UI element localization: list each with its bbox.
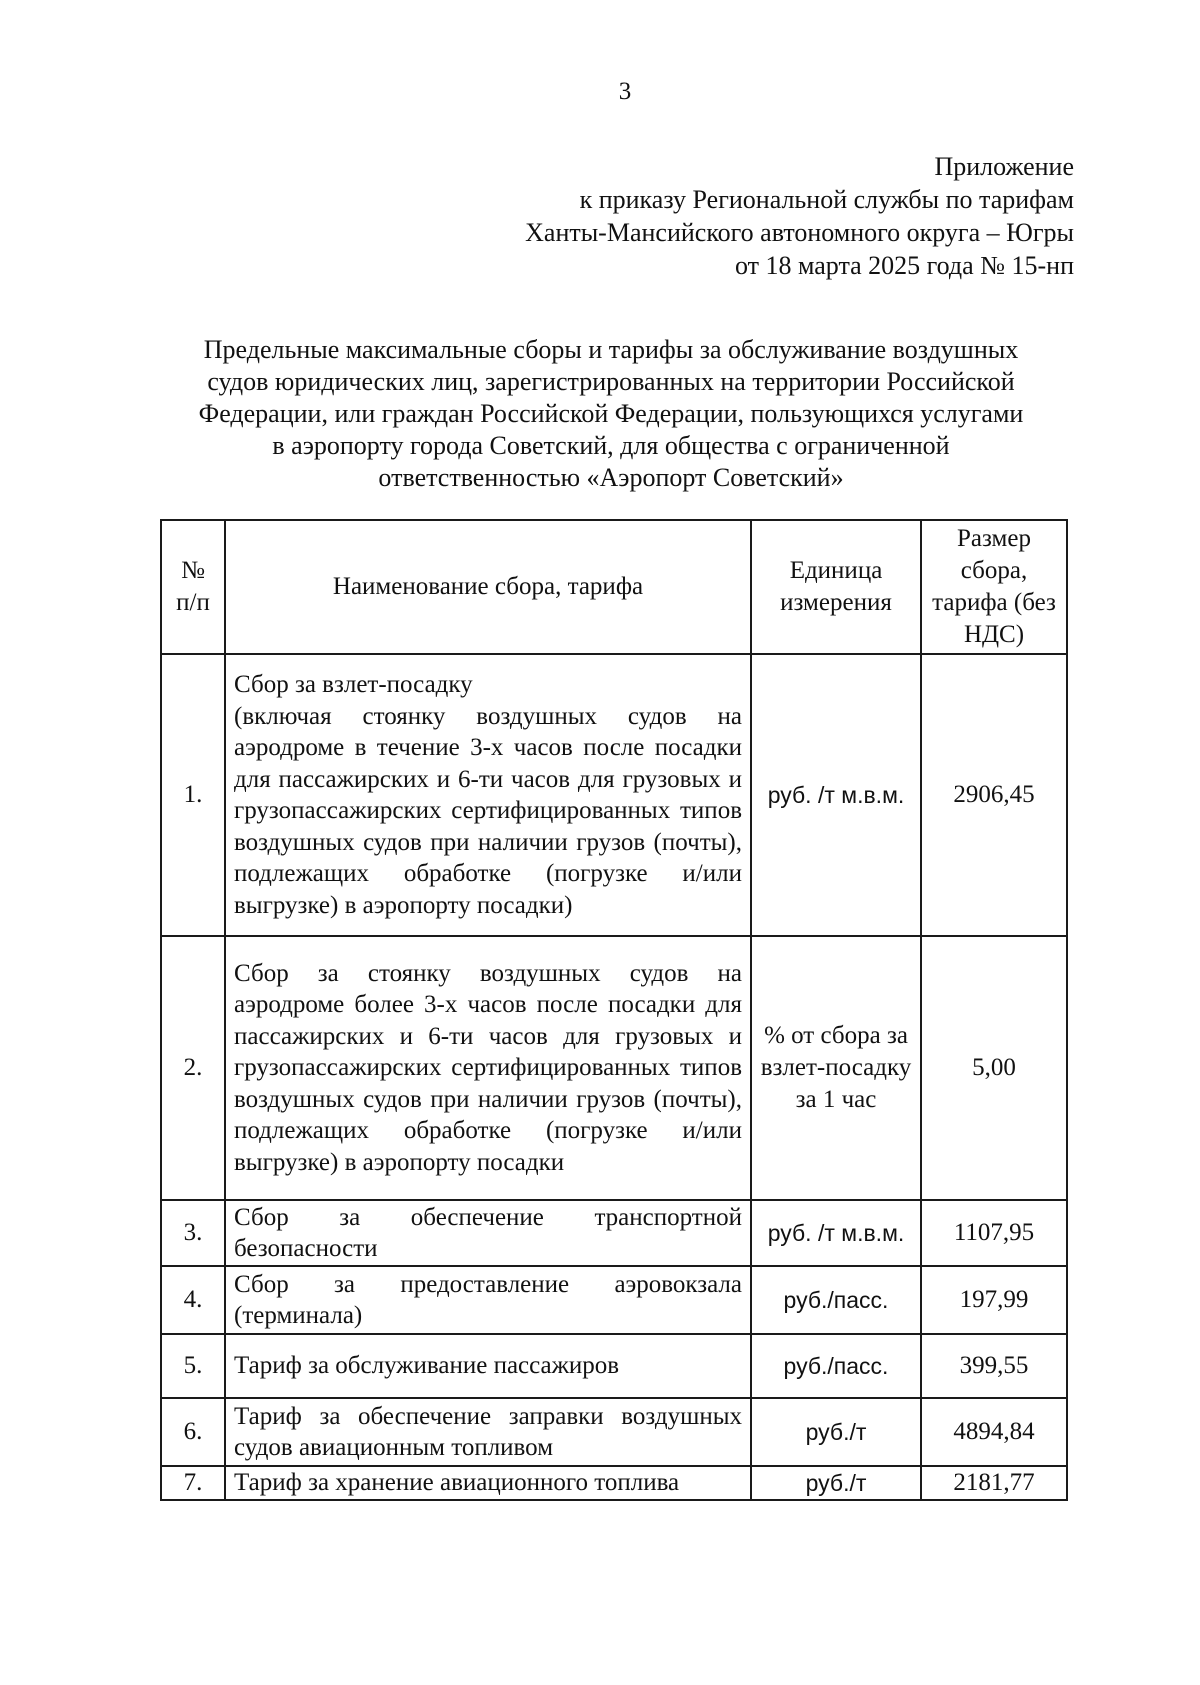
row-value: 4894,84 [921, 1398, 1067, 1466]
row-value: 5,00 [921, 936, 1067, 1200]
table-row [161, 1334, 1067, 1398]
row-name-details: (включая стоянку воздушных судов на аэродроме в течение 3-х часов после посадки для пассажирских и 6-ти часов для грузовых и грузопассажирских сертифицированных типов воздушных судов при наличии грузов (почты), подлежащих обработке (погрузке и/или выгрузке) в аэропорту посадки) [234, 702, 742, 919]
row-num: 4. [161, 1266, 225, 1334]
table-row [161, 654, 1067, 936]
title-line: судов юридических лиц, зарегистрированных на территории Российской [207, 367, 1015, 396]
row-num: 5. [161, 1334, 225, 1398]
row-unit: % от сбора за взлет-посадку за 1 час [751, 936, 921, 1200]
table-row [161, 1398, 1067, 1466]
row-name: Сбор за стоянку воздушных судов на аэродроме более 3-х часов после посадки для пассажирских и 6-ти часов для грузовых и грузопассажирских сертифицированных типов воздушных судов при наличии грузов (почты), подлежащих обработке (погрузке и/или выгрузке) в аэропорту посадки [225, 936, 751, 1200]
row-num: 6. [161, 1398, 225, 1466]
table-header-row [161, 520, 1067, 654]
row-name [225, 654, 751, 936]
title-line: в аэропорту города Советский, для общества с ограниченной [272, 431, 950, 460]
table-row [161, 1266, 1067, 1334]
page-number: 3 [618, 78, 632, 105]
appendix-label: Приложение [934, 152, 1074, 181]
row-name: Сбор за обеспечение транспортной безопасности [225, 1200, 751, 1266]
tariffs-table [160, 519, 1068, 1501]
appendix-region: Ханты-Мансийского автономного округа – Югры [525, 218, 1074, 247]
row-unit: руб. /т м.в.м. [751, 1200, 921, 1266]
row-num: 3. [161, 1200, 225, 1266]
row-unit: руб. /т м.в.м. [751, 654, 921, 936]
row-unit: руб./т [751, 1466, 921, 1500]
row-value: 197,99 [921, 1266, 1067, 1334]
row-name: Сбор за предоставление аэровокзала (терминала) [225, 1266, 751, 1334]
title-line: Федерации, или граждан Российской Федерации, пользующихся услугами [198, 399, 1024, 428]
row-name: Тариф за хранение авиационного топлива [225, 1466, 751, 1500]
table-row [161, 1200, 1067, 1266]
table-row [161, 936, 1067, 1200]
table-row [161, 1466, 1067, 1500]
row-name-title: Сбор за взлет-посадку [234, 671, 473, 698]
header-name: Наименование сбора, тарифа [225, 520, 751, 654]
header-num: № п/п [161, 520, 225, 654]
appendix-date: от 18 марта 2025 года № 15-нп [734, 251, 1074, 280]
row-value: 1107,95 [921, 1200, 1067, 1266]
row-unit: руб./т [751, 1398, 921, 1466]
row-value: 399,55 [921, 1334, 1067, 1398]
row-name: Тариф за обслуживание пассажиров [225, 1334, 751, 1398]
row-unit: руб./пасс. [751, 1334, 921, 1398]
row-value: 2906,45 [921, 654, 1067, 936]
title-line: Предельные максимальные сборы и тарифы за обслуживание воздушных [203, 335, 1019, 364]
row-value: 2181,77 [921, 1466, 1067, 1500]
appendix-order-ref: к приказу Региональной службы по тарифам [579, 185, 1074, 214]
row-num: 2. [161, 936, 225, 1200]
row-unit: руб./пасс. [751, 1266, 921, 1334]
document-title [150, 334, 1072, 494]
header-unit: Единица измерения [751, 520, 921, 654]
appendix-block [525, 150, 1074, 282]
title-line: ответственностью «Аэропорт Советский» [378, 463, 844, 492]
row-num: 1. [161, 654, 225, 936]
row-name: Тариф за обеспечение заправки воздушных судов авиационным топливом [225, 1398, 751, 1466]
row-num: 7. [161, 1466, 225, 1500]
header-value: Размер сбора, тарифа (без НДС) [921, 520, 1067, 654]
